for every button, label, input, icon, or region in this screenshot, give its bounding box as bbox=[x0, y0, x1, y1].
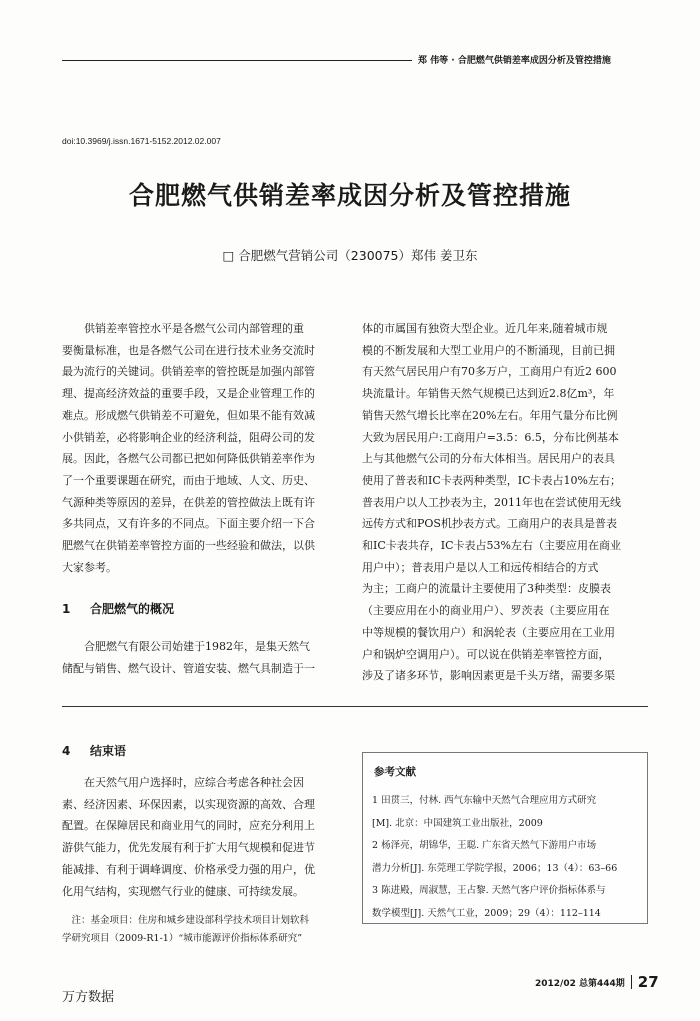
body-line: 用户中）；普表用户是以人工和远传相结合的方式 bbox=[362, 560, 599, 574]
intro-line: 最为流行的关键词。供销差率的管控既是加强内部管 bbox=[62, 365, 315, 379]
article-title: 合肥燃气供销差率成因分析及管控措施 bbox=[128, 181, 571, 210]
body-line: 远传方式和POS机抄表方式。工商用户的表具是普表 bbox=[362, 517, 617, 531]
references-list bbox=[372, 790, 642, 925]
section-title: 合肥燃气的概况 bbox=[90, 602, 175, 616]
intro-line: 大家参考。 bbox=[62, 560, 117, 574]
reference-line: 2 杨泽亮，胡锦华，王聪. 广东省天然气下游用户市场 bbox=[372, 840, 597, 851]
left-column bbox=[62, 318, 344, 578]
body-line: 素、经济因素、环保因素，以实现资源的高效、合理 bbox=[62, 797, 315, 811]
page-footer bbox=[535, 973, 659, 991]
author-line: □ 合肥燃气营销公司（230075）郑伟 姜卫东 bbox=[222, 248, 478, 263]
body-line: 合肥燃气有限公司始建于1982年，是集天然气 bbox=[84, 640, 310, 653]
reference-line: 3 陈进殿，周淑慧，王占黎. 天然气客户评价指标体系与 bbox=[372, 885, 606, 896]
body-line: 能减排、有利于调峰调度、价格承受力强的用户，优 bbox=[62, 862, 315, 876]
body-line: 配置。在保障居民和商业用气的同时，应充分利用上 bbox=[62, 819, 315, 833]
intro-line: 小供销差，必将影响企业的经济利益，阻碍公司的发 bbox=[62, 430, 315, 444]
issue-info: 2012/02 总第444期 bbox=[535, 978, 625, 989]
reference-line: 潜力分析[J]. 东莞理工学院学报，2006；13（4）：63–66 bbox=[372, 862, 618, 874]
reference-line: 数学模型[J]. 天然气工业，2009；29（4）：112–114 bbox=[372, 907, 601, 919]
body-line: 大致为居民用户:工商用户=3.5：6.5，分布比例基本 bbox=[362, 430, 619, 444]
body-line: 在天然气用户选择时，应综合考虑各种社会因 bbox=[84, 776, 304, 789]
note-line: 注：基金项目：住房和城乡建设部科学技术项目计划软科 bbox=[71, 915, 310, 926]
intro-line: 供销差率管控水平是各燃气公司内部管理的重 bbox=[84, 322, 304, 335]
body-line: 化用气结构，实现燃气行业的健康、可持续发展。 bbox=[62, 884, 304, 898]
page-number: 27 bbox=[637, 973, 659, 991]
conclusion-heading bbox=[62, 742, 126, 759]
body-line: 有天然气居民用户有70多万户，工商用户有近2 600 bbox=[362, 365, 617, 379]
body-line: 为主；工商户的流量计主要使用了3种类型：皮膜表 bbox=[362, 582, 611, 596]
section-title: 结束语 bbox=[90, 744, 127, 758]
body-line: 和IC卡表共存，IC卡表占53%左右（主要应用在商业 bbox=[362, 539, 621, 553]
section1-text bbox=[62, 636, 344, 679]
body-line: 体的市属国有独资大型企业。近几年来,随着城市规 bbox=[362, 322, 608, 335]
body-line: 中等规模的餐饮用户）和涡轮表（主要应用在工业用 bbox=[362, 625, 615, 639]
intro-line: 多共同点，又有许多的不同点。下面主要介绍一下合 bbox=[62, 517, 315, 531]
intro-line: 理、提高经济效益的重要手段，又是企业管理工作的 bbox=[62, 387, 315, 401]
body-line: （主要应用在小的商业用户）、罗茨表（主要应用在 bbox=[362, 604, 610, 618]
section-divider bbox=[62, 706, 648, 707]
body-line: 普表用户以人工抄表为主，2011年也在尝试使用无线 bbox=[362, 495, 621, 509]
body-line: 使用了普表和IC卡表两种类型，IC卡表占10%左右； bbox=[362, 473, 621, 487]
body-line: 模的不断发展和大型工业用户的不断涌现，目前已拥 bbox=[362, 343, 615, 357]
section-number: 1 bbox=[62, 602, 71, 616]
funding-note bbox=[62, 912, 344, 948]
footer-divider bbox=[631, 975, 632, 989]
section-heading bbox=[62, 600, 174, 617]
section-number: 4 bbox=[62, 744, 71, 758]
intro-line: 难点。形成燃气供销差不可避免，但如果不能有效减 bbox=[62, 408, 315, 422]
intro-line: 要衡量标准，也是各燃气公司在进行技术业务交流时 bbox=[62, 343, 315, 357]
header-rule bbox=[62, 60, 412, 61]
body-line: 游供气能力，优先发展有利于扩大用气规模和促进节 bbox=[62, 841, 315, 855]
watermark: 万方数据 bbox=[62, 990, 115, 1005]
body-line: 涉及了诸多环节，影响因素更是千头万绪，需要多渠 bbox=[362, 669, 615, 683]
reference-line: 1 田贯三，付林. 西气东输中天然气合理应用方式研究 bbox=[372, 795, 597, 806]
body-line: 户和锅炉空调用户）。可以说在供销差率管控方面， bbox=[362, 647, 610, 661]
intro-line: 展。因此，各燃气公司都已把如何降低供销差率作为 bbox=[62, 452, 315, 466]
intro-line: 肥燃气在供销差率管控方面的一些经验和做法，以供 bbox=[62, 539, 315, 553]
body-line: 储配与销售、燃气设计、管道安装、燃气具制造于一 bbox=[62, 661, 315, 675]
doi: doi:10.3969/j.issn.1671-5152.2012.02.007 bbox=[62, 136, 221, 146]
intro-line: 气源种类等原因的差异，在供差的管控做法上既有许 bbox=[62, 495, 315, 509]
right-column bbox=[362, 318, 646, 687]
references-heading: 参考文献 bbox=[374, 766, 416, 778]
conclusion-text bbox=[62, 772, 344, 902]
body-line: 上与其他燃气公司的分布大体相当。居民用户的表具 bbox=[362, 452, 615, 466]
reference-line: [M]. 北京：中国建筑工业出版社，2009 bbox=[372, 817, 543, 829]
intro-line: 了一个重要课题在研究，而由于地域、人文、历史、 bbox=[62, 473, 315, 487]
body-line: 块流量计。年销售天然气规模已达到近2.8亿m³，年 bbox=[362, 387, 615, 401]
running-header: 郑 伟等 · 合肥燃气供销差率成因分析及管控措施 bbox=[418, 56, 611, 66]
note-line: 学研究项目（2009-R1-1）“城市能源评价指标体系研究” bbox=[62, 933, 303, 944]
body-line: 销售天然气增长比率在20%左右。年用气量分布比例 bbox=[362, 408, 618, 422]
